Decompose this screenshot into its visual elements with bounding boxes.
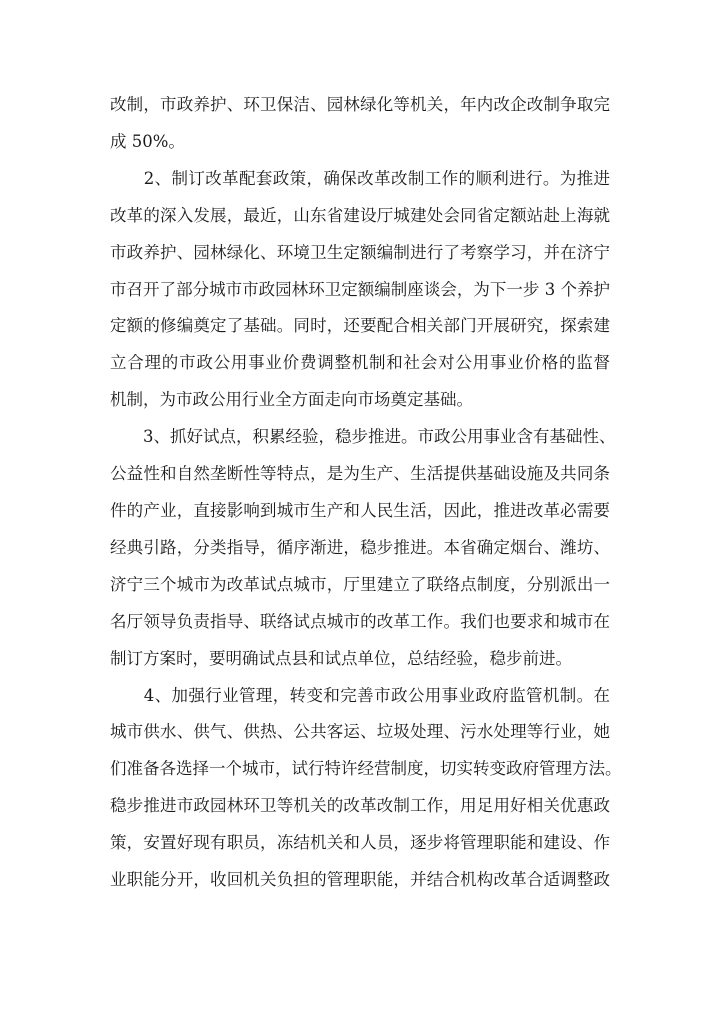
text-line: 机制，为市政公用行业全方面走向市场奠定基础。 — [110, 390, 473, 410]
text-line: 改制，市政养护、环卫保洁、园林绿化等机关，年内改企改制争取完 — [110, 95, 610, 114]
text-line: 市召开了部分城市市政园林环卫定额编制座谈会，为下一步 3 个养护 — [110, 279, 610, 299]
paragraph-item-3 — [110, 419, 616, 677]
text-line: 改革的深入发展，最近，山东省建设厅城建处会同省定额站赴上海就 — [110, 205, 610, 225]
text-line: 市政养护、园林绿化、环境卫生定额编制进行了考察学习，并在济宁 — [110, 242, 610, 262]
text-line: 3、抓好试点，积累经验，稳步推进。市政公用事业含有基础性、 — [110, 427, 616, 447]
text-line: 2、制订改革配套政策，确保改革改制工作的顺利进行。为推进 — [110, 168, 610, 188]
document-body — [110, 87, 622, 899]
text-line: 制订方案时，要明确试点县和试点单位，总结经验，稳步前进。 — [110, 648, 572, 668]
text-line: 城市供水、供气、供热、公共客运、垃圾处理、污水处理等行业，她 — [110, 722, 610, 742]
text-line: 立合理的市政公用事业价费调整机制和社会对公用事业价格的监督 — [110, 353, 610, 373]
text-line: 成 50%。 — [110, 131, 185, 151]
paragraph-item-4 — [110, 678, 622, 899]
text-line: 定额的修编奠定了基础。同时，还要配合相关部门开展研究，探索建 — [110, 316, 610, 336]
text-line: 业职能分开，收回机关负担的管理职能，并结合机构改革合适调整政 — [110, 870, 610, 890]
text-line: 4、加强行业管理，转变和完善市政公用事业政府监管机制。在 — [110, 685, 610, 705]
text-line: 稳步推进市政园林环卫等机关的改革改制工作，用足用好相关优惠政 — [110, 796, 610, 816]
text-line: 公益性和自然垄断性等特点，是为生产、生活提供基础设施及共同条 — [110, 464, 610, 484]
text-line: 名厅领导负责指导、联络试点城市的改革工作。我们也要求和城市在 — [110, 611, 610, 631]
text-line: 经典引路，分类指导，循序渐进，稳步推进。本省确定烟台、潍坊、 — [110, 537, 610, 557]
text-line: 济宁三个城市为改革试点城市，厅里建立了联络点制度，分别派出一 — [110, 574, 610, 594]
text-line: 策，安置好现有职员，冻结机关和人员，逐步将管理职能和建设、作 — [110, 833, 610, 853]
text-line: 件的产业，直接影响到城市生产和人民生活，因此，推进改革必需要 — [110, 500, 610, 520]
paragraph-continuation — [110, 87, 610, 161]
text-line: 们准备各选择一个城市，试行特许经营制度，切实转变政府管理方法。 — [110, 759, 622, 779]
paragraph-item-2 — [110, 161, 610, 419]
